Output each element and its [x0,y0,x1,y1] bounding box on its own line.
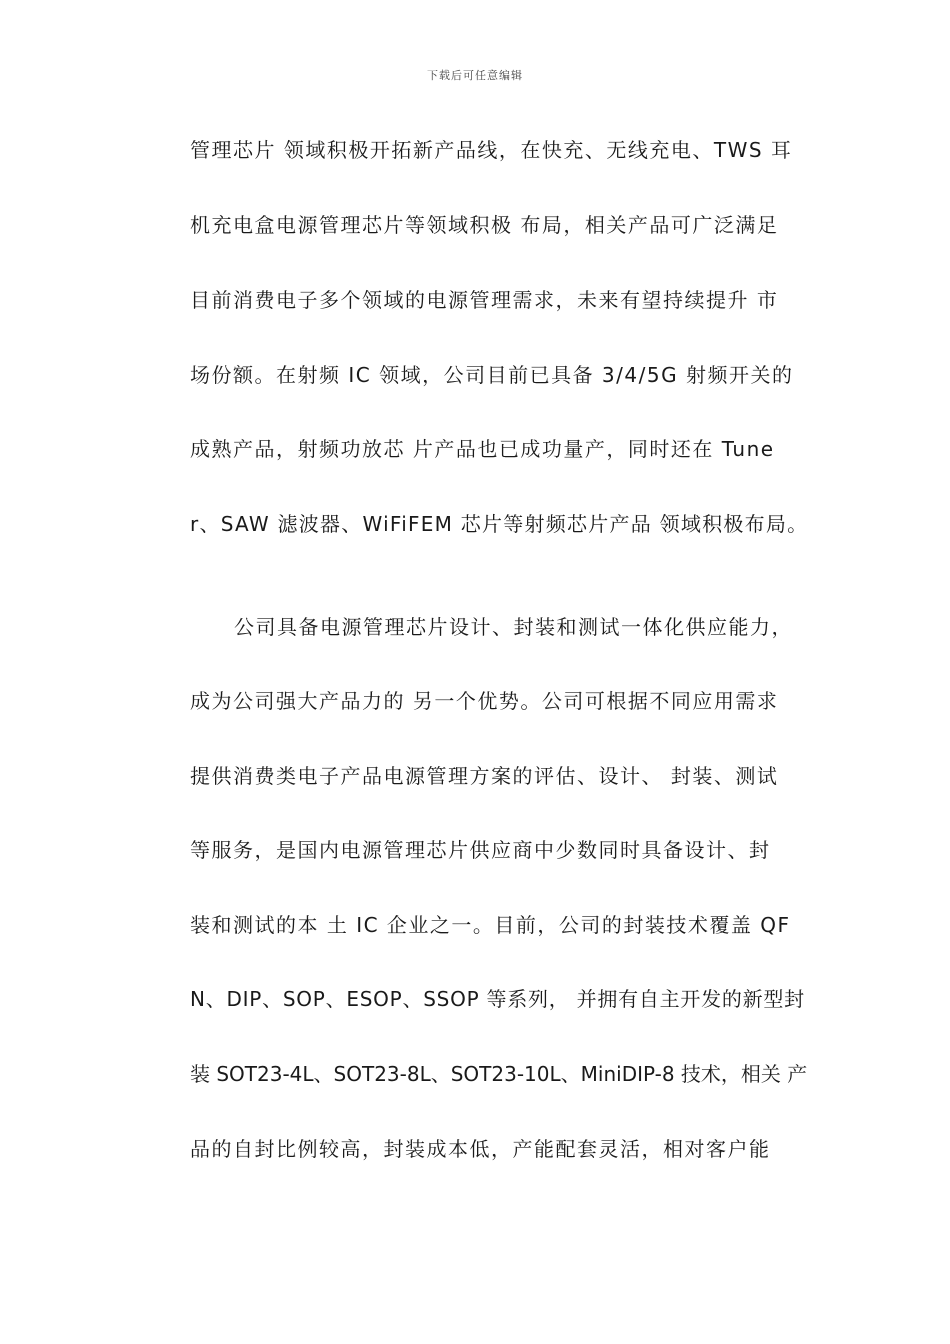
paragraph-1-line-4: 场份额。在射频 IC 领域，公司目前已具备 3/4/5G 射频开关的 [190,363,794,387]
paragraph-1-line-6: r、SAW 滤波器、WiFiFEM 芯片等射频芯片产品 领域积极布局。 [190,512,809,536]
paragraph-1-line-2: 机充电盒电源管理芯片等领域积极 布局，相关产品可广泛满足 [190,213,779,237]
paragraph-1-line-3: 目前消费电子多个领域的电源管理需求，未来有望持续提升 市 [190,288,779,312]
paragraph-2-line-1: 公司具备电源管理芯片设计、封装和测试一体化供应能力， [234,615,793,639]
header-note: 下载后可任意编辑 [427,69,523,82]
paragraph-1-line-5: 成熟产品，射频功放芯 片产品也已成功量产，同时还在 Tune [190,437,775,461]
paragraph-2-line-3: 提供消费类电子产品电源管理方案的评估、设计、 封装、测试 [190,764,779,788]
paragraph-2-line-8: 品的自封比例较高，封装成本低，产能配套灵活，相对客户能 [190,1137,771,1161]
paragraph-2-line-5: 装和测试的本 土 IC 企业之一。目前，公司的封装技术覆盖 QF [190,913,791,937]
paragraph-2-line-6: N、DIP、SOP、ESOP、SSOP 等系列， 并拥有自主开发的新型封 [190,987,805,1011]
paragraph-2-line-7: 装 SOT23-4L、SOT23-8L、SOT23-10L、MiniDIP-8 技术，相关 产 [190,1062,808,1086]
paragraph-2-line-2: 成为公司强大产品力的 另一个优势。公司可根据不同应用需求 [190,689,779,713]
paragraph-1-line-1: 管理芯片 领域积极开拓新产品线，在快充、无线充电、TWS 耳 [190,138,793,162]
paragraph-2-line-4: 等服务，是国内电源管理芯片供应商中少数同时具备设计、封 [190,838,771,862]
